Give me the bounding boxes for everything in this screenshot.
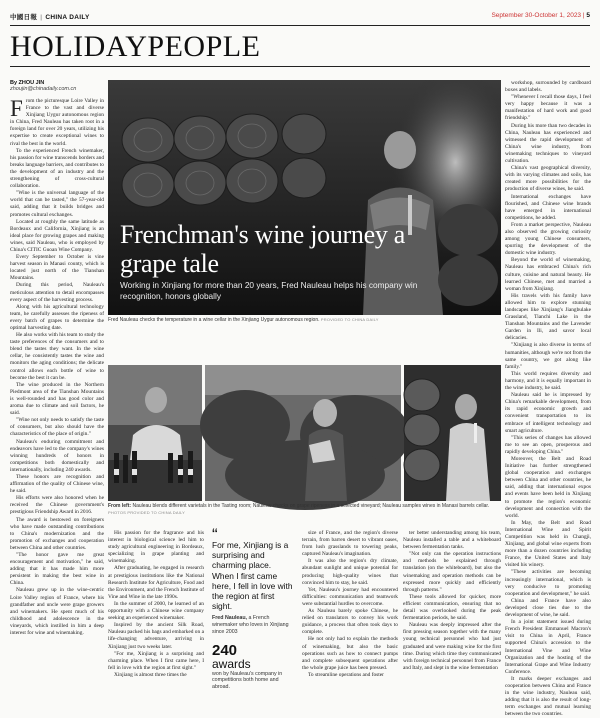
issue-date: September 30-October 1, 2023 | 5 xyxy=(491,12,590,19)
hero-caption: Fred Nauleau checks the temperature in a wine cellar in the Xinjiang Uygur autonomous region. PROVIDED TO CHINA DAILY xyxy=(108,317,379,323)
article-paragraph: Nauleau's enduring commitment and endeavors have led to the company's wines winning hundreds of honors in competitions both domestically and internationally, including 240 awards. xyxy=(10,438,104,473)
subheadline: Working in Xinjiang for more than 20 years, Fred Nauleau helps his company win recognition, honors globally xyxy=(120,280,418,301)
article-paragraph: "Wine not only needs to satisfy the taste of consumers, but also should have the characteristics of the place of origin." xyxy=(10,417,104,438)
article-paragraph: Beyond the world of winemaking, Nauleau has embraced China's rich culture, cuisine and natural beauty. He learned Chinese, met and married a woman from Xinjiang. xyxy=(505,257,591,292)
barrel-cellar-photo xyxy=(404,365,501,501)
headline: Frenchman's wine journey a grape tale xyxy=(120,220,405,278)
article-paragraph: Nauleau said he is impressed by China's remarkable development, from its rapid economic growth and convenient transportation to its embrace of intelligent technology and smart agriculture. xyxy=(505,392,591,434)
article-column-3 xyxy=(302,530,398,703)
article-paragraph: In the summer of 2000, he learned of an opportunity with a Chinese wine company seeking an experienced winemaker. xyxy=(108,600,204,622)
hero-photo xyxy=(108,80,501,315)
pull-quote xyxy=(212,525,294,691)
article-paragraph: "The honor gave me great encouragement and motivation," he said, adding that it has made him more persistent in making the best wine in China. xyxy=(10,552,104,587)
article-paragraph: "These activities are becoming increasingly international, which is very conducive to promoting cooperation and development," he said. xyxy=(505,569,591,597)
masthead xyxy=(10,10,590,24)
article-paragraph: His travels with his family have allowed him to explore stunning landscapes like Xinjiang's Jiangbulake Grassland, Tianchi Lake in the Tianshan Mountains and the Lavender Garden in Ili, and savor local delicacies. xyxy=(505,292,591,342)
article-paragraph: Inspired by the ancient Silk Road, Nauleau packed his bags and embarked on a life-changing adventure, arriving in Xinjiang just two weeks later. xyxy=(108,622,204,650)
article-paragraph: This world requires diversity and harmony, and it is equally important in the wine industry, he said. xyxy=(505,370,591,392)
masthead-rule xyxy=(10,25,590,26)
article-paragraph: The award is bestowed on foreigners who have made outstanding contributions to China's modernization and the promotion of exchanges and cooperation between China and other countries. xyxy=(10,516,104,551)
vineyard-photo xyxy=(205,365,401,501)
article-paragraph: After graduating, he engaged in research at prestigious institutions like the National Research Institute for Agriculture, Food and the Environment, and the French Institute of Vine and Wine in the late 1990s. xyxy=(108,565,204,600)
byline: By ZHOU JIN zhoujin@chinadaily.com.cn xyxy=(10,80,110,92)
author-email: zhoujin@chinadaily.com.cn xyxy=(10,86,77,92)
article-paragraph: To streamline operations and foster xyxy=(308,671,384,678)
drop-cap: F xyxy=(10,96,23,121)
article-column-4 xyxy=(403,530,501,703)
article-paragraph: During his more than two decades in China, Nauleau has experienced and witnessed the rapid development of China's wine industry, from winemaking techniques to vineyard cultivation. xyxy=(505,122,591,165)
article-paragraph: Every September to October is vine harvest season in Manasi county, which is located just north of the Tianshan Mountains. xyxy=(10,254,104,282)
quote-attribution: Fred Nauleau, a French winemaker who loves in Xinjiang since 2003 xyxy=(212,615,289,635)
article-paragraph: "Xinjiang is also diverse in terms of humanities, although we're not from the same country, we got along like family." xyxy=(505,342,592,370)
photo-strip-caption: From left: Nauleau blends different varietals in the Tasting room; Nauleau checks on grape ripeness in a selected vineyard; Nauleau samples wines in Manasi barrels cellar. PHOTOS PROVIDED TO CHINA DAILY xyxy=(108,503,490,515)
article-paragraph: It was also the region's dry climate, abundant sunlight and unique potential for producing high-quality wines that convinced him to stay, he said. xyxy=(302,558,398,586)
article-column-1 xyxy=(10,98,104,703)
article-paragraph: "Wine is the universal language of the world that can be tasted," the 57-year-old said, adding that it builds bridges and promotes cultural exchanges. xyxy=(10,190,104,218)
article-paragraph: As Nauleau barely spoke Chinese, he relied on translators to convey his work guidance, a process that often took days to complete. xyxy=(302,608,398,636)
article-paragraph: Nauleau was deeply impressed after the first pressing season together with the many young technical personnel who had just graduated and were making wine for the first time. During which time they communicated with foreign technical personnel from France and Italy, and slept in the wine fermentation xyxy=(403,622,501,671)
section-rule xyxy=(10,66,590,67)
article-paragraph: "Not only can the operation instructions and methods be explained through translation (on the whiteboard), but also the winemaking and operation methods can be expressed more quickly and efficiently through patterns." xyxy=(403,551,501,593)
stat-description: won by Nauleau's company in competitions both home and abroad. xyxy=(212,670,283,690)
newspaper-logo: 中國日報 | CHINA DAILY xyxy=(10,14,90,21)
article-paragraph: size of France, and the region's diverse terrain, from barren desert to vibrant oases, from lush grasslands to towering peaks, captured Nauleau's imagination. xyxy=(302,530,398,558)
article-paragraph: International exchanges have flourished, and Chinese wine brands have emerged in international competitions, he added. xyxy=(505,193,591,221)
article-paragraph: To the experienced French winemaker, his passion for wine transcends borders and breaks language barriers, and contributes to the development of an industry and the strengthening of cross-cultural collaboration. xyxy=(10,147,105,190)
quote-text: For me, Xinjiang is a surprising and charming place. When I first came here, I fell in love with the region at first sight. xyxy=(212,540,293,612)
article-column-5 xyxy=(505,80,592,718)
article-paragraph: During this period, Nauleau's meticulous attention to detail encompasses every aspect of the harvesting process. xyxy=(10,282,104,303)
article-paragraph: Located at roughly the same latitude as Bordeaux and California, Xinjiang is an ideal place for growing grapes and making wines, said Nauleau, who is employed by China's CITIC Guoan Wine Company. xyxy=(10,218,104,253)
article-paragraph: Moreover, the Belt and Road Initiative has further strengthened global cooperation and exchanges between China and other countries, he said, adding that international expos and events have been held in Xinjiang to promote the region's economic development and connection with the world. xyxy=(505,455,591,519)
article-paragraph: "This series of changes has allowed me to see an open, prosperous and rapidly developing China." xyxy=(505,434,591,455)
article-paragraph: ter better understanding among his team, Nauleau installed a table and a whiteboard between fermentation tanks. xyxy=(403,530,501,551)
article-paragraph: His efforts were also honored when he received the Chinese government's prestigious Friendship Award in 2016. xyxy=(10,495,104,516)
stat-number: 240 xyxy=(212,641,238,659)
article-paragraph: In May, the Belt and Road International Wine and Spirit Competition was held in Changji, Xinjiang, and global wine experts from more than a dozen countries including France, the United States and Italy visited his winery. xyxy=(505,519,591,569)
article-paragraph: These tools allowed for quicker, more efficient communication, ensuring that no detail was overlooked during the peak fermentation periods, he said. xyxy=(403,593,501,622)
article-paragraph: In a joint statement issued during French President Emmanuel Macron's visit to China in April, France supported China's accession to the International Vine and Wine Organization and the hosting of the International Grape and Wine Industry Conference. xyxy=(505,619,591,675)
article-paragraph: The wine produced in the Northern Piedmont area of the Tianshan Mountains is well-rounded and has good color and aroma due to climate and soil factors, he said. xyxy=(10,381,104,417)
logo-english: CHINA DAILY xyxy=(45,14,90,21)
article-paragraph: Nauleau grew up in the wine-centric Loire Valley region of France, where his grandfather and uncle were grape growers and winemakers. He spent much of his childhood and adolescence in the vineyards, which instilled in him a deep interest for wine and winemaking. xyxy=(10,587,104,637)
article-paragraph: workshop, surrounded by cardboard boxes and labels. xyxy=(505,80,591,94)
section-title: HOLIDAYPEOPLE xyxy=(10,30,261,63)
stat-unit: awards xyxy=(212,656,251,671)
article-paragraph: "For me, Xinjiang is a surprising and charming place. When I first came here, I fell in love with the region at first sight." xyxy=(108,650,204,671)
article-paragraph: It marks deeper exchanges and cooperation between China and France in the wine industry, Nauleau said, adding that it is also the result of long-term exchanges and mutual learning between the two countries. xyxy=(505,675,591,718)
article-paragraph: Xinjiang is almost three times the xyxy=(114,671,187,678)
article-paragraph: China and France have also developed close ties due to the development of wine, he said. xyxy=(505,597,591,619)
page-number: 5 xyxy=(586,12,590,19)
photo-credit: PROVIDED TO CHINA DAILY xyxy=(320,317,379,322)
article-paragraph: He not only had to explain the methods of winemaking, but also the basic operations such as how to connect pumps and complete subsequent operations after the whole grape juice has been pressed. xyxy=(302,636,398,671)
article-paragraph: His passion for the fragrance and his interest in biological science led him to study agricultural engineering in Bordeaux, specializing in grape planting and winemaking. xyxy=(108,530,204,565)
logo-chinese: 中國日報 xyxy=(10,14,38,21)
article-paragraph: Along with his agricultural technology team, he carefully assesses the ripeness of every batch of grapes to determine the optimal harvesting date. xyxy=(10,303,104,331)
article-paragraph: From a market perspective, Nauleau also observed the growing curiosity among young Chinese consumers, spurring the development of the domestic wine industry. xyxy=(505,221,591,257)
blending-photo xyxy=(108,365,202,501)
article-paragraph: Yet, Nauleau's journey had encountered difficulties: communication and teamwork were substantial hurdles to overcome. xyxy=(302,586,398,607)
article-paragraph: These honors are recognition and affirmation of the quality of Chinese wine, he said. xyxy=(10,473,104,495)
article-paragraph: He also works with his team to study the taste preferences of the consumers and to blend the tastes they want. In the wine cellar, he consistently tastes the wine and monitors the aging conditions; the delicate control allows each bottle of wine to become the best it can be. xyxy=(10,332,104,381)
article-paragraph: "Whenever I recall those days, I feel very happy because it was a manifestation of hard work and good friendship." xyxy=(505,94,591,122)
photo-credit: PHOTOS PROVIDED TO CHINA DAILY xyxy=(108,509,186,515)
photo-strip xyxy=(108,365,501,501)
article-column-2 xyxy=(108,530,204,703)
quote-mark: “ xyxy=(212,525,218,544)
article-paragraph: rom the picturesque Loire Valley in France to the vast and diverse Xinjiang Uygur autonomous region in China, Fred Nauleau has taken root in a foreign land for over 20 years, utilizing his expertise to create exceptional wines to rival the best in the world. xyxy=(10,98,104,147)
article-paragraph: China's vast geographical diversity, with its varying climates and soils, has created more possibilities for the production of diverse wines, he said. xyxy=(505,165,591,193)
